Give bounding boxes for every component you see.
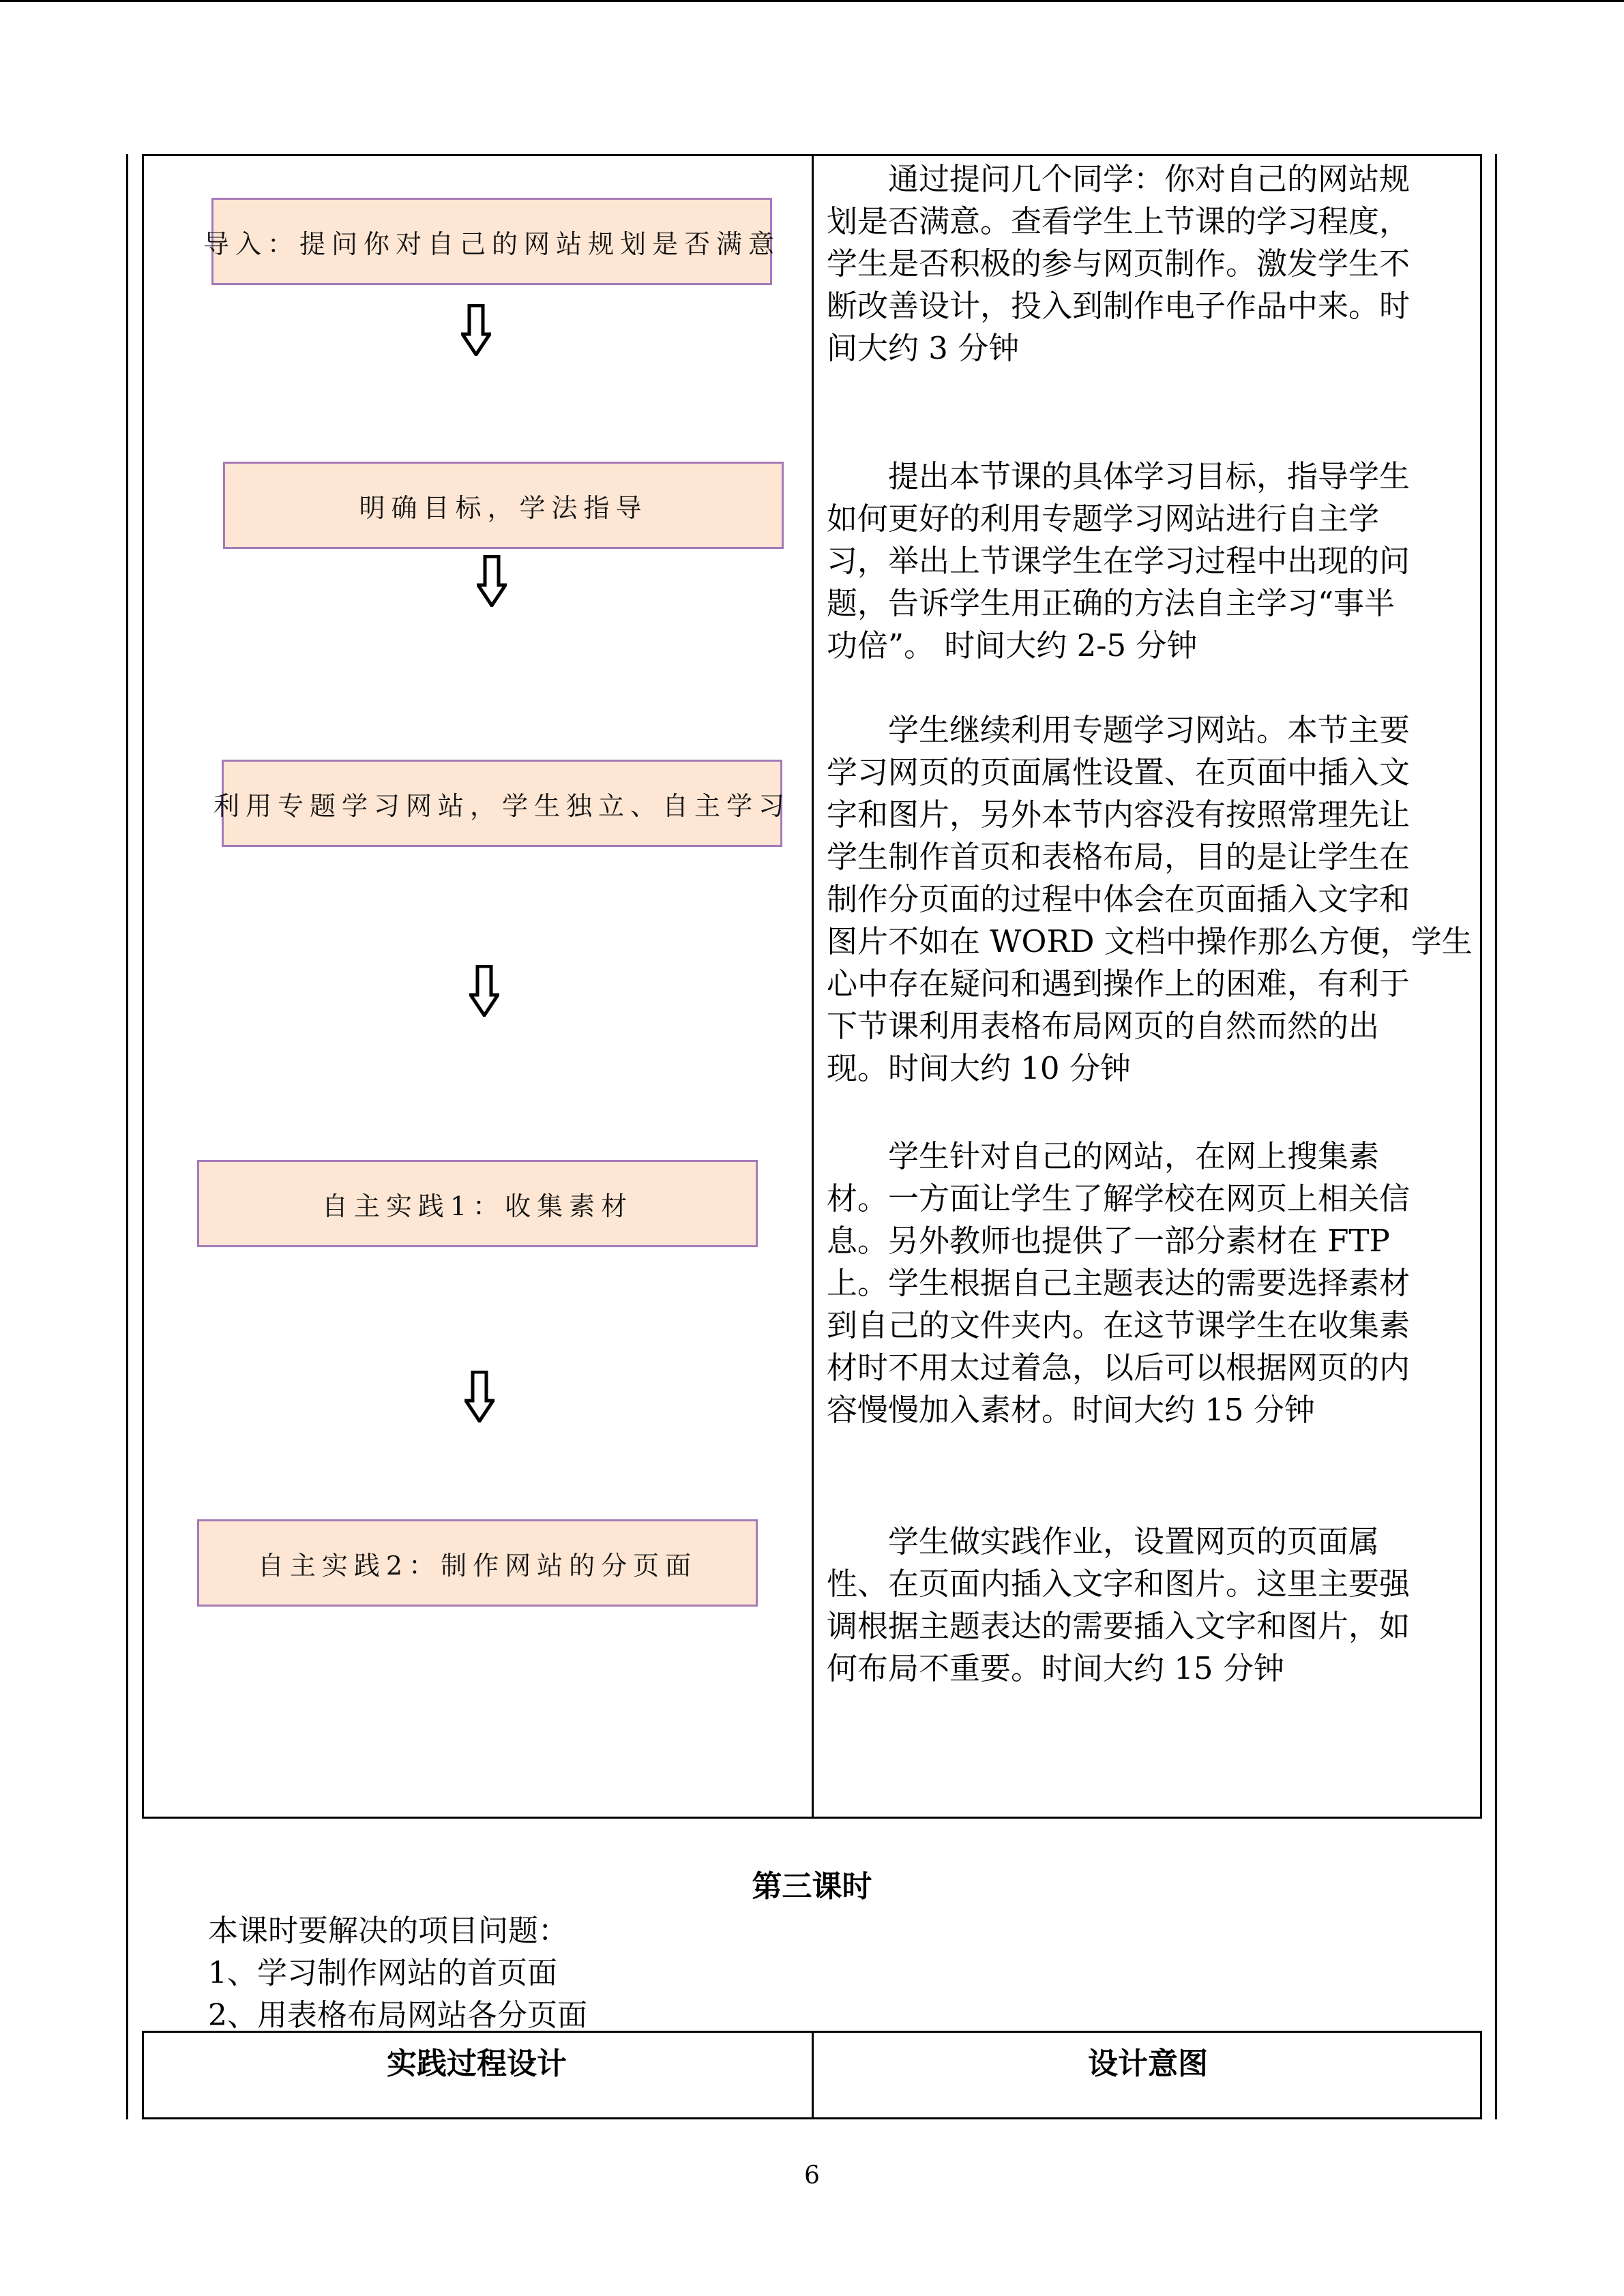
session-item: 1、学习制作网站的首页面 [208, 1956, 557, 1991]
page-number: 6 [804, 2162, 820, 2190]
flow-step-intro: 导入：提问你对自己的网站规划是否满意 [211, 198, 772, 285]
desc-practice-2: 学生做实践作业，设置网页的页面属 性、在页面内插入文字和图片。这里主要强 调根据主题表达的需要插入文字和图片，如 何布局不重要。时间大约 15 分钟 [827, 1523, 1411, 1686]
down-arrow-icon [461, 304, 491, 356]
page-top-border [0, 0, 1624, 2]
session-title: 第三课时 [752, 1869, 872, 1904]
table-header-intent: 设计意图 [1088, 2046, 1208, 2081]
session-intro: 本课时要解决的项目问题： [208, 1913, 568, 1948]
desc-practice-1: 学生针对自己的网站，在网上搜集素 材。一方面让学生了解学校在网页上相关信 息。另外教师也提供了一部分素材在 FTP 上。学生根据自己主题表达的需要选择素材 到自己的文件夹内。在这节课学生在收集素 材时不用太过着急，以后可以根据网页的内 容慢慢加入素材。时间大约 15 分钟 [827, 1138, 1411, 1428]
desc-self-study: 学生继续利用专题学习网站。本节主要 学习网页的页面属性设置、在页面中插入文 字和图片，另外本节内容没有按照常理先让 学生制作首页和表格布局，目的是让学生在 制作分页面的过程中体会在页面插入文字和 图片不如在 WORD 文档中操作那么方便，学生 心中存在疑问和遇到操作上的困难，有利于 下节课利用表格布局网页的自然而然的出 现。时间大约 10 分钟 [827, 712, 1473, 1086]
down-arrow-icon [469, 965, 499, 1017]
flow-step-self-study: 利用专题学习网站，学生独立、自主学习 [222, 760, 782, 847]
desc-goals: 提出本节课的具体学习目标，指导学生 如何更好的利用专题学习网站进行自主学 习，举出上节课学生在学习过程中出现的问 题，告诉学生用正确的方法自主学习“事半 功倍”。 时间大约 2-5 分钟 [827, 458, 1411, 664]
desc-intro: 通过提问几个同学：你对自己的网站规 划是否满意。查看学生上节课的学习程度， 学生是否积极的参与网页制作。激发学生不 断改善设计，投入到制作电子作品中来。时 间大约 3 分钟 [827, 161, 1411, 366]
table-header-process: 实践过程设计 [387, 2046, 567, 2081]
flow-step-practice-2: 自主实践2：制作网站的分页面 [197, 1519, 758, 1607]
flow-step-goals: 明确目标，学法指导 [223, 462, 784, 549]
session-item: 2、用表格布局网站各分页面 [208, 1998, 587, 2033]
down-arrow-icon [477, 555, 507, 607]
flow-step-practice-1: 自主实践1：收集素材 [197, 1160, 758, 1247]
flow-table-divider [812, 154, 814, 1819]
down-arrow-icon [464, 1371, 494, 1422]
